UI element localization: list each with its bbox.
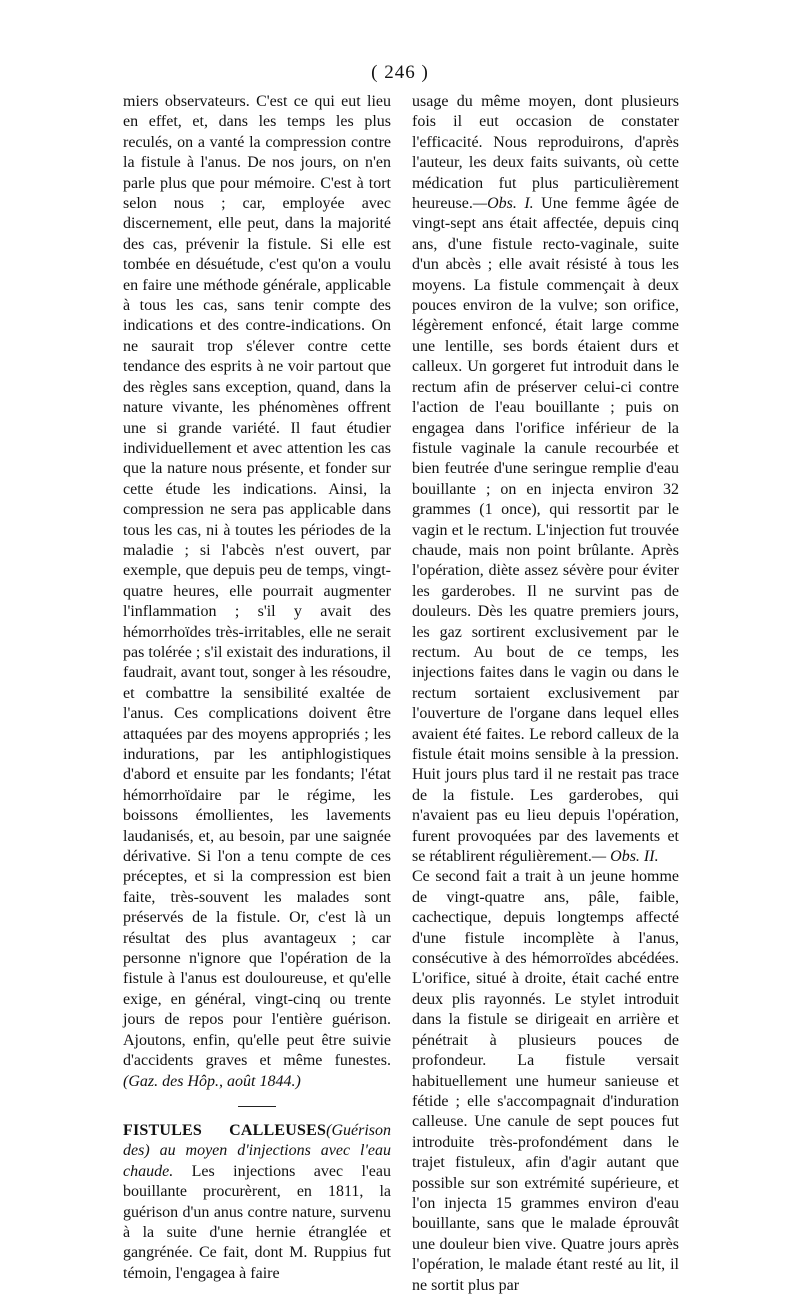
section-heading-sub: (Guérison des) au moyen d'injections avec l'eau chaude. <box>123 1121 391 1180</box>
citation: (Gaz. des Hôp., août 1844.) <box>123 1072 301 1090</box>
right-column <box>412 92 679 1296</box>
left-column <box>123 92 391 1284</box>
left-paragraph-2: FISTULES CALLEUSES(Guérison des) au moyen d'injections avec l'eau chaude. Les injections avec l'eau bouillante procurèrent, en 1811, la guérison d'un anus contre nature, survenu à la suite d'une hernie étranglée et gangrénée. Ce fait, dont M. Ruppius fut témoin, l'engagea à faire <box>123 1121 392 1282</box>
left-paragraph-1: miers observateurs. C'est ce qui eut lieu en effet, et, dans les temps les plus reculés, on a vanté la compression contre la fistule à l'anus. De nos jours, on n'en parle plus que pour mémoire. C'est à tort selon nous ; car, employée avec discernement, elle peut, dans la majorité des cas, prévenir la fistule. Si elle est tombée en désuétude, c'est qu'on a voulu en faire une méthode générale, applicable à tous les cas, sans tenir compte des indications et des contre-indications. On ne saurait trop s'élever contre cette tendance des esprits à ne voir partout que des règles sans exception, quand, dans la nature vivante, les phénomènes offrent une si grande variété. Il faut étudier individuellement et avec attention les cas que la nature nous présente, et fonder sur cette étude les indications. Ainsi, la compression ne sera pas applicable dans tous les cas, ni à toutes les périodes de la maladie ; si l'abcès n'est ouvert, par exemple, que depuis peu de temps, vingt-quatre heures, elle pourrait augmenter l'inflammation ; s'il y avait des hémorrhoïdes très-irritables, elle ne serait pas tolérée ; s'il existait des indurations, il faudrait, avant tout, songer à les résoudre, et combattre la sensibilité exaltée de l'anus. Ces complications doivent être attaquées par des moyens appropriés ; les indurations, par les antiphlogistiques d'abord et ensuite par les fondants; l'état hémorrhoïdaire par le régime, les boissons émollientes, les lavements laudanisés, et, au besoin, par une saignée dérivative. Si l'on a tenu compte de ces préceptes, et si la compression est bien faite, très-souvent les malades sont préservés de la fistule. Or, c'est là un résultat des plus avantageux ; car personne n'ignore que l'opération de la fistule à l'anus est douloureuse, et qu'elle exige, en général, vingt-cinq ou trente jours de repos pour l'entière guérison. Ajoutons, enfin, qu'elle peut être suivie d'accidents graves et même funestes. (Gaz. des Hôp., août 1844.) <box>123 93 391 1090</box>
page-number: ( 246 ) <box>371 62 429 83</box>
section-divider <box>238 1106 276 1107</box>
observation-1-label: —Obs. I. <box>472 195 534 213</box>
observation-2-label: — Obs. II. <box>591 848 659 866</box>
section-heading: FISTULES CALLEUSES <box>123 1121 327 1139</box>
right-paragraph-2: Ce second fait a trait à un jeune homme de vingt-quatre ans, pâle, faible, cachectique, depuis longtemps affecté d'une fistule incomplète à l'anus, consécutive à des hémorroïdes abcédées. L'orifice, situé à droite, était caché entre deux plis rayonnés. Le stylet introduit dans la fistule se dirigeait en arrière et pénétrait à plusieurs pouces de profondeur. La fistule versait habituellement une humeur sanieuse et fétide ; elle s'accompagnait d'induration calleuse. Une canule de sept pouces fut introduite très-profondément dans le trajet fistuleux, afin d'agir autant que possible sur son extrémité supérieure, et l'on injecta 15 grammes environ d'eau bouillante, sans que le malade éprouvât une douleur bien vive. Quatre jours après l'opération, le malade étant resté au lit, il ne sortit plus par <box>412 868 679 1294</box>
right-paragraph-1: usage du même moyen, dont plusieurs fois il eut occasion de constater l'efficacité. Nous reproduirons, d'après l'auteur, les deux faits suivants, où cette médication fut plus particulièrement heureuse.—Obs. I. Une femme âgée de vingt-sept ans était affectée, depuis cinq ans, d'une fistule recto-vaginale, suite d'un abcès ; elle avait résisté à tous les moyens. La fistule commençait à deux pouces environ de la vulve; son orifice, légèrement enfoncé, était large comme une lentille, ses bords étaient durs et calleux. Un gorgeret fut introduit dans le rectum afin de préserver celui-ci contre l'action de l'eau bouillante ; puis on engagea dans l'orifice inférieur de la fistule vaginale la canule recourbée et bien feutrée d'une seringue remplie d'eau bouillante ; on en injecta environ 32 grammes (1 once), qui ressortit par le vagin et le rectum. L'injection fut trouvée chaude, mais non point brûlante. Après l'opération, diète assez sévère pour éviter les garderobes. Il ne survint pas de douleurs. Dès les quatre premiers jours, les gaz sortirent exclusivement par le rectum. Au bout de ce temps, les injections faites dans le vagin ou dans le rectum sortaient exclusivement par l'ouverture de l'organe dans lequel elles avaient été faites. Le rebord calleux de la fistule était moins sensible à la pression. Huit jours plus tard il ne restait pas trace de la fistule. Les garderobes, qui n'avaient pas eu lieu depuis l'opération, furent provoquées par des lavements et se rétablirent régulièrement.— Obs. II. <box>412 93 680 866</box>
